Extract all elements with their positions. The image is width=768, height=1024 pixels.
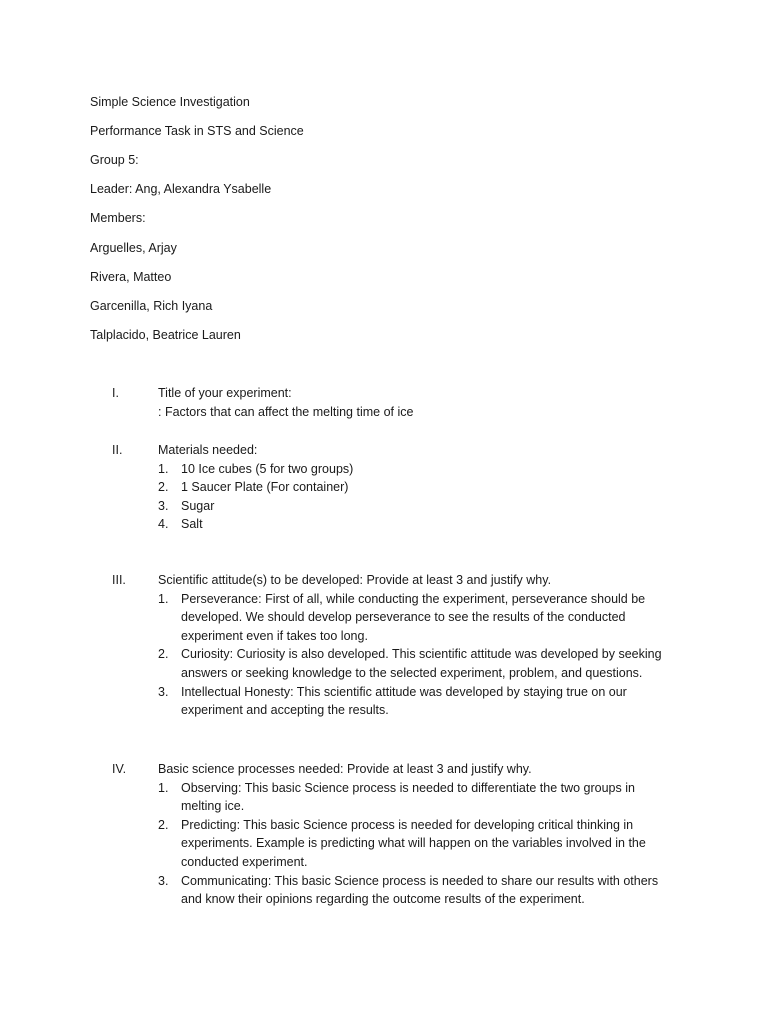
item-number: 4.: [158, 517, 169, 532]
attitudes-list: [158, 590, 672, 720]
list-item: [158, 872, 672, 909]
list-item: [158, 590, 672, 646]
member-name: Garcenilla, Rich Iyana: [90, 299, 213, 313]
section-answer: : Factors that can affect the melting time of ice: [158, 404, 414, 419]
list-item: [158, 460, 672, 479]
member-name: Talplacido, Beatrice Lauren: [90, 328, 241, 342]
item-text: 1 Saucer Plate (For container): [181, 480, 349, 495]
section-heading: Scientific attitude(s) to be developed: Provide at least 3 and justify why.: [158, 573, 552, 587]
members-label: Members:: [90, 211, 146, 225]
item-number: 1.: [158, 780, 169, 795]
section-numeral: I.: [112, 386, 119, 400]
document-subtitle: Performance Task in STS and Science: [90, 124, 304, 138]
section-heading: Title of your experiment:: [158, 386, 292, 400]
item-text: Sugar: [181, 498, 215, 513]
item-text: Predicting: This basic Science process is needed for developing critical thinking in experiments. Example is predicting what will happen on the variables involved in the conducted experiment.: [181, 817, 646, 869]
item-number: 2.: [158, 817, 169, 832]
item-text: Intellectual Honesty: This scientific attitude was developed by staying true on our experiment and accepting the results.: [181, 684, 627, 718]
member-name: Rivera, Matteo: [90, 270, 172, 284]
section-numeral: IV.: [112, 762, 127, 776]
list-item: [158, 645, 672, 682]
document-title: Simple Science Investigation: [90, 95, 250, 109]
section-heading: Basic science processes needed: Provide at least 3 and justify why.: [158, 762, 532, 776]
section-numeral: III.: [112, 573, 126, 587]
list-item: [158, 515, 672, 534]
item-number: 3.: [158, 498, 169, 513]
item-text: Salt: [181, 517, 203, 532]
member-name: Arguelles, Arjay: [90, 241, 177, 255]
list-item: [158, 683, 672, 720]
list-item: [158, 478, 672, 497]
list-item: [158, 497, 672, 516]
list-item: [158, 779, 672, 816]
materials-list: [158, 460, 672, 534]
item-text: 10 Ice cubes (5 for two groups): [181, 461, 354, 476]
item-text: Curiosity: Curiosity is also developed. This scientific attitude was developed by seeking answers or seeking knowledge to the selected experiment, problem, and questions.: [181, 647, 662, 680]
section-numeral: II.: [112, 443, 123, 457]
item-number: 1.: [158, 461, 169, 476]
item-text: Perseverance: First of all, while conducting the experiment, perseverance should be developed. We should develop perseverance to see the results of the conducted experiment even if takes too long.: [181, 591, 646, 643]
item-text: Observing: This basic Science process is needed to differentiate the two groups in melting ice.: [181, 780, 635, 814]
processes-list: [158, 779, 672, 909]
group-label: Group 5:: [90, 153, 139, 167]
list-item: [158, 816, 672, 872]
leader-line: Leader: Ang, Alexandra Ysabelle: [90, 182, 272, 196]
item-number: 3.: [158, 873, 169, 888]
item-number: 2.: [158, 480, 169, 495]
item-number: 2.: [158, 647, 169, 662]
item-text: Communicating: This basic Science process is needed to share our results with others and know their opinions regarding the outcome results of the experiment.: [181, 873, 659, 907]
section-heading: Materials needed:: [158, 443, 258, 457]
item-number: 1.: [158, 591, 169, 606]
item-number: 3.: [158, 684, 169, 699]
